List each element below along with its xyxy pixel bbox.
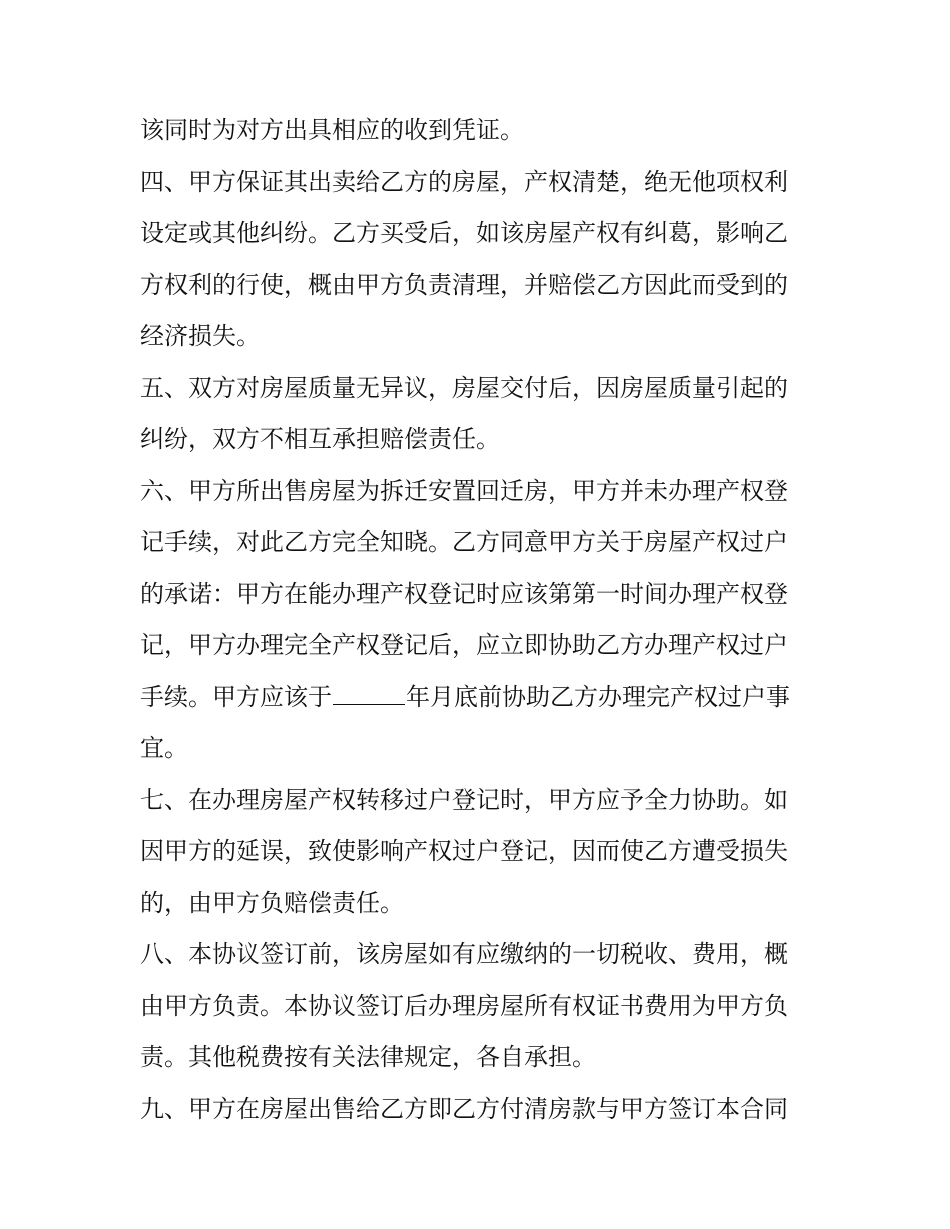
- text-line: 的承诺：甲方在能办理产权登记时应该第第一时间办理产权登: [140, 579, 788, 608]
- text-line: 八、本协议签订前，该房屋如有应缴纳的一切税收、费用，概: [140, 940, 788, 968]
- text-line: 五、双方对房屋质量无异议，房屋交付后，因房屋质量引起的: [140, 373, 788, 402]
- text-line: 九、甲方在房屋出售给乙方即乙方付清房款与甲方签订本合同: [140, 1094, 788, 1123]
- text-segment: 年月底前协助乙方办理完产权过户事: [406, 682, 790, 711]
- text-line: 纠纷，双方不相互承担赔偿责任。: [140, 425, 500, 453]
- text-line: 由甲方负责。本协议签订后办理房屋所有权证书费用为甲方负: [140, 991, 788, 1020]
- text-line: 记，甲方办理完全产权登记后，应立即协助乙方办理产权过户: [140, 631, 788, 659]
- text-line-with-blank: [140, 672, 812, 724]
- text-segment: 手续。甲方应该于: [140, 682, 332, 711]
- text-line: 四、甲方保证其出卖给乙方的房屋，产权清楚，绝无他项权利: [140, 167, 788, 196]
- text-line: 七、在办理房屋产权转移过户登记时，甲方应予全力协助。如: [140, 785, 788, 814]
- text-line: 六、甲方所出售房屋为拆迁安置回迁房，甲方并未办理产权登: [140, 476, 788, 505]
- fill-in-blank: [333, 682, 405, 705]
- text-line: 记手续，对此乙方完全知晓。乙方同意甲方关于房屋产权过户: [140, 528, 788, 556]
- text-line: 责。其他税费按有关法律规定，各自承担。: [140, 1043, 596, 1071]
- text-line: 宜。: [140, 734, 188, 762]
- text-line: 方权利的行使，概由甲方负责清理，并赔偿乙方因此而受到的: [140, 270, 788, 299]
- text-line: 经济损失。: [140, 322, 260, 350]
- contract-body: [140, 105, 812, 1135]
- text-line: 因甲方的延误，致使影响产权过户登记，因而使乙方遭受损失: [140, 837, 788, 865]
- text-line: 设定或其他纠纷。乙方买受后，如该房屋产权有纠葛，影响乙: [140, 219, 788, 247]
- text-line: 该同时为对方出具相应的收到凭证。: [140, 116, 524, 144]
- text-line: 的，由甲方负赔偿责任。: [140, 888, 404, 917]
